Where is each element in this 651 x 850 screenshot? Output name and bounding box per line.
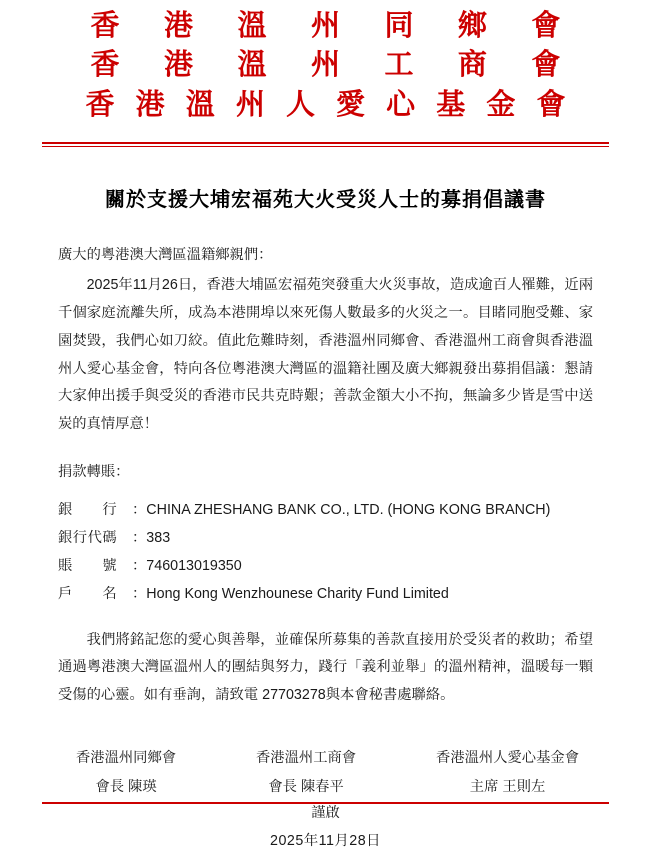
letterhead-char: 商 xyxy=(457,49,487,82)
letterhead-char: 港 xyxy=(163,49,193,82)
letterhead-char: 工 xyxy=(384,49,414,82)
signature-column-2 xyxy=(256,744,356,801)
signature-row xyxy=(58,744,593,801)
paragraph-2: 我們將銘記您的愛心與善舉，並確保所募集的善款直接用於受災者的救助；希望通過粵港澳大灣區溫州人的團結與努力，踐行「義利並舉」的溫州精神，溫暖每一顆受傷的心靈。如有垂詢，請致電 27703278與本會秘書處聯絡。 xyxy=(58,631,593,704)
signature-date: 2025年11月28日 xyxy=(270,832,381,849)
letterhead-char: 港 xyxy=(135,88,165,121)
bank-row-code xyxy=(58,525,593,553)
salutation: 廣大的粵港澳大灣區溫籍鄉親們： xyxy=(58,247,273,264)
bank-row-label: 賬 號 xyxy=(58,557,118,574)
letterhead-char: 愛 xyxy=(336,88,366,121)
donation-heading: 捐款轉賬： xyxy=(58,464,130,481)
letterhead-char: 港 xyxy=(163,10,193,42)
letterhead-char: 會 xyxy=(531,10,561,42)
bank-row-value: 746013019350 xyxy=(146,557,242,574)
letterhead-line-2 xyxy=(91,49,561,82)
letterhead-char: 金 xyxy=(486,88,516,121)
bank-row-value: CHINA ZHESHANG BANK CO., LTD. (HONG KONG BRANCH) xyxy=(146,502,551,519)
bank-row-name xyxy=(58,497,593,525)
paragraph-1: 2025年11月26日，香港大埔區宏福苑突發重大火災事故，造成逾百人罹難，近兩千個家庭流離失所，成為本港開埠以來死傷人數最多的火災之一。目睹同胞受難、家園焚毀，我們心如刀絞。值此危難時刻，香港溫州同鄉會、香港溫州工商會與香港溫州人愛心基金會，特向各位粵港澳大灣區的溫籍社團及廣大鄉親發出募捐倡議：懇請大家伸出援手與受災的香港市民共克時艱；善款金額大小不拘，無論多少皆是雪中送炭的真情厚意！ xyxy=(58,276,593,433)
letterhead-char: 基 xyxy=(436,88,466,121)
letterhead-char: 香 xyxy=(90,49,120,82)
letterhead-char: 州 xyxy=(310,49,340,82)
signature-org: 香港溫州人愛心基金會 xyxy=(436,750,579,767)
signature-org: 香港溫州工商會 xyxy=(256,750,357,767)
bank-row-holder xyxy=(58,581,593,609)
letterhead-line-1 xyxy=(91,10,561,43)
letterhead-char: 香 xyxy=(90,10,120,42)
footer-divider xyxy=(42,802,609,804)
signature-person: 會長 陳瑛 xyxy=(95,778,157,795)
bank-row-label: 銀 行 xyxy=(58,502,118,519)
letterhead-char: 會 xyxy=(531,49,561,82)
spacer xyxy=(58,609,593,627)
bank-row-separator: ： xyxy=(132,585,147,602)
bank-details xyxy=(58,497,593,609)
letterhead-divider xyxy=(42,142,609,147)
signature-column-1 xyxy=(76,744,176,801)
bank-row-separator: ： xyxy=(132,529,147,546)
letterhead-char: 鄉 xyxy=(457,10,487,42)
page-title: 關於支援大埔宏福苑大火受災人士的募捐倡議書 xyxy=(105,189,546,212)
signature-column-3 xyxy=(436,744,579,801)
letterhead-char: 人 xyxy=(285,88,315,121)
bank-row-separator: ： xyxy=(132,557,147,574)
letterhead-char: 州 xyxy=(310,10,340,42)
bank-row-separator: ： xyxy=(132,502,147,519)
letterhead-char: 會 xyxy=(536,88,566,121)
document-body xyxy=(0,242,651,710)
signature-org: 香港溫州同鄉會 xyxy=(76,750,177,767)
letterhead-char: 香 xyxy=(85,88,115,121)
bank-row-label: 戶 名 xyxy=(58,585,118,602)
bank-row-label: 銀行代碼 xyxy=(58,529,118,546)
letterhead xyxy=(0,0,651,134)
letterhead-char: 溫 xyxy=(185,88,215,121)
bank-row-value: Hong Kong Wenzhounese Charity Fund Limited xyxy=(146,585,449,602)
letterhead-char: 同 xyxy=(384,10,414,42)
letterhead-char: 心 xyxy=(386,88,416,121)
signature-closing: 謹啟 xyxy=(311,805,340,822)
letterhead-char: 州 xyxy=(235,88,265,121)
signature-person: 會長 陳春平 xyxy=(268,778,344,795)
letterhead-char: 溫 xyxy=(237,49,267,82)
spacer xyxy=(58,441,593,459)
bank-row-account xyxy=(58,553,593,581)
letterhead-line-3 xyxy=(86,89,566,122)
signature-block xyxy=(0,744,651,850)
signature-person: 主席 王則左 xyxy=(469,778,546,795)
bank-row-value: 383 xyxy=(146,529,171,546)
letterhead-char: 溫 xyxy=(237,10,267,42)
